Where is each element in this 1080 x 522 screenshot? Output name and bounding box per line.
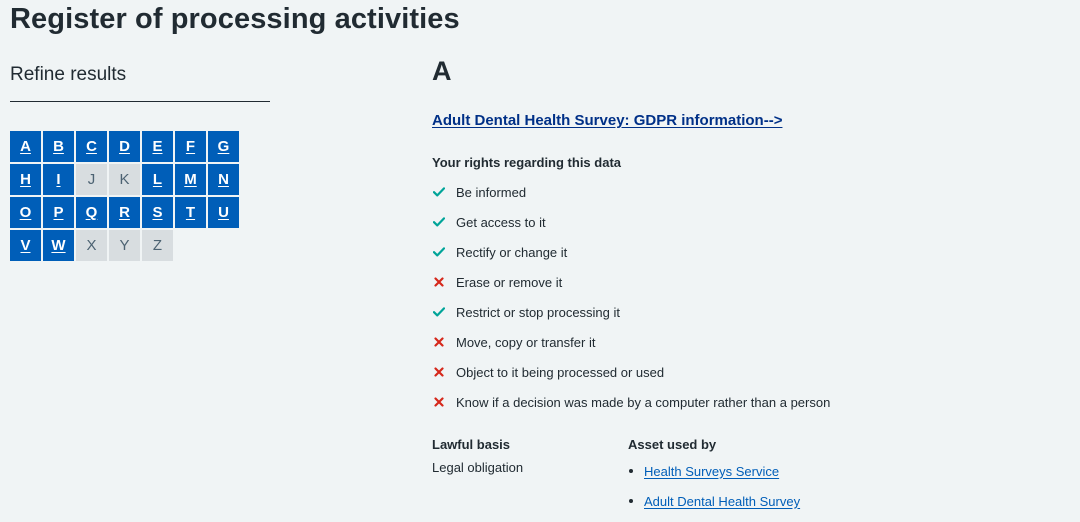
letter-link-label[interactable]: S <box>152 204 163 221</box>
letter-y-disabled <box>109 230 140 261</box>
asset-used-by-label: Asset used by <box>628 437 717 452</box>
rights-list <box>432 177 830 417</box>
letter-x-disabled <box>76 230 107 261</box>
cross-icon <box>432 365 446 379</box>
letter-o-link[interactable] <box>10 197 41 228</box>
letter-link-label[interactable]: G <box>217 138 230 155</box>
check-icon <box>432 245 446 259</box>
letter-f-link[interactable] <box>175 131 206 162</box>
right-label: Restrict or stop processing it <box>456 304 621 320</box>
letter-u-link[interactable] <box>208 197 239 228</box>
letter-link-label[interactable]: E <box>152 138 163 155</box>
letter-label: Z <box>152 237 163 254</box>
letter-link-label[interactable]: N <box>218 171 229 188</box>
asset-link[interactable]: Adult Dental Health Survey <box>644 493 801 509</box>
letter-b-link[interactable] <box>43 131 74 162</box>
letter-label: J <box>87 171 96 188</box>
right-label: Be informed <box>456 184 527 200</box>
right-label: Move, copy or transfer it <box>456 334 596 350</box>
right-label: Object to it being processed or used <box>456 364 665 380</box>
letter-label: K <box>119 171 130 188</box>
letter-v-link[interactable] <box>10 230 41 261</box>
letter-label: X <box>86 237 97 254</box>
letter-e-link[interactable] <box>142 131 173 162</box>
letter-z-disabled <box>142 230 173 261</box>
bullet-icon <box>629 499 633 503</box>
letter-q-link[interactable] <box>76 197 107 228</box>
letter-d-link[interactable] <box>109 131 140 162</box>
sidebar-divider <box>10 101 270 102</box>
letter-w-link[interactable] <box>43 230 74 261</box>
check-icon <box>432 305 446 319</box>
letter-link-label[interactable]: A <box>20 138 31 155</box>
letter-link-label[interactable]: V <box>20 237 31 254</box>
right-label: Get access to it <box>456 214 546 230</box>
bullet-icon <box>629 469 633 473</box>
letter-link-label[interactable]: M <box>184 171 197 188</box>
letter-t-link[interactable] <box>175 197 206 228</box>
letter-link-label[interactable]: I <box>56 171 61 188</box>
section-letter-heading: A <box>432 56 452 86</box>
letter-link-label[interactable]: U <box>218 204 229 221</box>
letter-link-label[interactable]: T <box>185 204 196 221</box>
asset-item <box>628 456 800 486</box>
letter-link-label[interactable]: D <box>119 138 130 155</box>
letter-g-link[interactable] <box>208 131 239 162</box>
asset-item <box>628 486 800 516</box>
letter-h-link[interactable] <box>10 164 41 195</box>
right-item <box>432 177 830 207</box>
az-letter-index <box>10 131 239 261</box>
letter-j-disabled <box>76 164 107 195</box>
letter-n-link[interactable] <box>208 164 239 195</box>
right-item <box>432 207 830 237</box>
asset-list <box>628 456 800 516</box>
letter-p-link[interactable] <box>43 197 74 228</box>
letter-c-link[interactable] <box>76 131 107 162</box>
check-icon <box>432 215 446 229</box>
letter-l-link[interactable] <box>142 164 173 195</box>
lawful-basis-value: Legal obligation <box>432 460 524 475</box>
right-item <box>432 297 830 327</box>
lawful-basis-label: Lawful basis <box>432 437 511 452</box>
right-item <box>432 387 830 417</box>
rights-heading: Your rights regarding this data <box>432 155 622 170</box>
refine-results-heading: Refine results <box>10 64 127 85</box>
letter-m-link[interactable] <box>175 164 206 195</box>
letter-link-label[interactable]: B <box>53 138 64 155</box>
asset-link[interactable]: Health Surveys Service <box>644 463 780 479</box>
right-label: Know if a decision was made by a computer rather than a person <box>456 394 831 410</box>
cross-icon <box>432 275 446 289</box>
letter-label: Y <box>119 237 130 254</box>
letter-s-link[interactable] <box>142 197 173 228</box>
letter-i-link[interactable] <box>43 164 74 195</box>
page-title: Register of processing activities <box>10 3 460 35</box>
letter-link-label[interactable]: C <box>86 138 97 155</box>
letter-k-disabled <box>109 164 140 195</box>
letter-link-label[interactable]: W <box>51 237 66 254</box>
letter-link-label[interactable]: Q <box>85 204 98 221</box>
right-item <box>432 357 830 387</box>
letter-link-label[interactable]: F <box>185 138 196 155</box>
right-label: Rectify or change it <box>456 244 568 260</box>
letter-link-label[interactable]: O <box>19 204 32 221</box>
letter-link-label[interactable]: H <box>20 171 31 188</box>
right-item <box>432 267 830 297</box>
letter-link-label[interactable]: L <box>152 171 163 188</box>
check-icon <box>432 185 446 199</box>
letter-link-label[interactable]: P <box>53 204 64 221</box>
cross-icon <box>432 395 446 409</box>
letter-a-link[interactable] <box>10 131 41 162</box>
right-label: Erase or remove it <box>456 274 563 290</box>
cross-icon <box>432 335 446 349</box>
letter-r-link[interactable] <box>109 197 140 228</box>
right-item <box>432 237 830 267</box>
right-item <box>432 327 830 357</box>
entry-title-link[interactable]: Adult Dental Health Survey: GDPR information--> <box>432 112 783 129</box>
letter-link-label[interactable]: R <box>119 204 130 221</box>
